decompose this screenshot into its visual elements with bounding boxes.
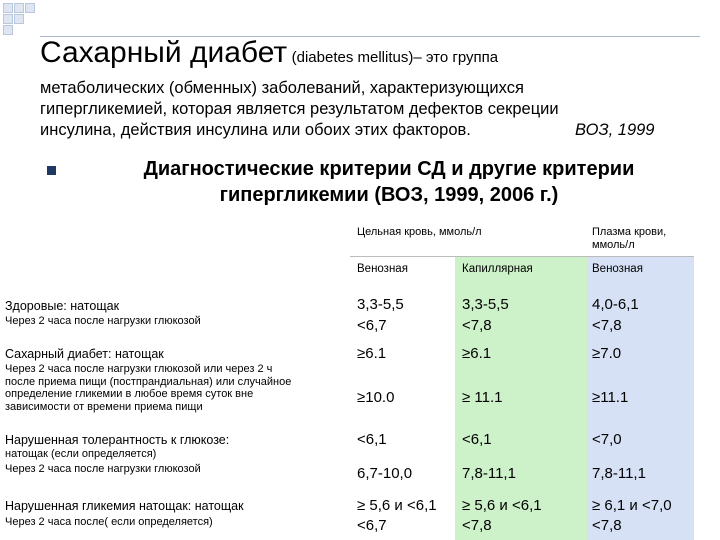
row-note: Через 2 часа после нагрузки глюкозой или через 2 ч (5, 363, 273, 375)
table-cell: <6,1 (462, 431, 492, 448)
table-cell: ≥ 6,1 и <7,0 (592, 497, 672, 514)
row-title: Сахарный диабет (5, 347, 108, 361)
table-cell: <6,7 (357, 517, 387, 534)
table-cell: ≥7.0 (592, 345, 622, 362)
bullet-square-icon (47, 166, 56, 175)
row-title: Нарушенная гликемия натощак (5, 499, 188, 513)
venous-plasma-subheader: Венозная (592, 263, 643, 275)
row-note: натощак (если определяется) (5, 448, 157, 460)
whole-blood-header: Цельная кровь, ммоль/л (357, 226, 482, 238)
row-title: Здоровые (5, 299, 64, 313)
capillary-subheader: Капиллярная (462, 263, 533, 275)
plasma-header (592, 226, 666, 252)
row-note: Через 2 часа после( если определяется) (5, 516, 213, 528)
row-note: после приема пищи (постпрандиальная) или случайное (5, 375, 292, 388)
table-cell: ≥6.1 (357, 345, 387, 362)
heading-line: Диагностические критерии СД и другие критерии (143, 158, 635, 180)
table-cell: ≥11.1 (592, 389, 629, 406)
title-rest: (diabetes mellitus)– это группа (291, 49, 499, 66)
plasma-header-line: ммоль/л (592, 239, 635, 251)
intro-paragraph (40, 78, 680, 141)
row-label-igt (5, 433, 335, 475)
table-cell: <6,7 (357, 317, 387, 334)
table-cell: <7,8 (462, 517, 492, 534)
table-cell: <7,0 (592, 431, 622, 448)
row-title-suffix: : натощак (108, 347, 164, 361)
table-cell: <7,8 (462, 317, 492, 334)
table-cell: <6,1 (357, 431, 387, 448)
row-note: Через 2 часа после нагрузки глюкозой (5, 462, 201, 475)
table-cell: ≥ 5,6 и <6,1 (462, 497, 542, 514)
row-note: зависимости от времени приема пищи (5, 400, 203, 413)
header-separator (350, 256, 694, 257)
row-title-suffix: : натощак (63, 299, 120, 313)
title-main: Сахарный диабет (40, 36, 288, 69)
intro-line: инсулина, действия инсулина или обоих этих факторов. (40, 121, 471, 139)
row-title-suffix: : натощак (187, 499, 244, 513)
table-cell: ≥6.1 (462, 345, 492, 362)
table-cell: ≥10.0 (357, 389, 395, 406)
table-cell: 6,7-10,0 (357, 465, 413, 482)
row-note: Через 2 часа после нагрузки глюкозой (5, 315, 201, 327)
slide-title (40, 36, 498, 70)
table-cell: ≥ 11.1 (462, 389, 503, 406)
heading-line: гипергликемии (ВОЗ, 1999, 2006 г.) (219, 184, 559, 206)
table-cell: 4,0-6,1 (592, 296, 639, 313)
corner-decoration (0, 0, 40, 36)
table-cell: <7,8 (592, 317, 622, 334)
row-label-ifg (5, 499, 335, 529)
row-title: Нарушенная толерантность к глюкозе (5, 433, 226, 447)
section-heading (84, 156, 694, 208)
row-title-suffix: : (225, 433, 230, 447)
row-label-healthy (5, 299, 335, 328)
row-label-diabetes (5, 347, 335, 413)
row-note: определение гликемии в любое время суток вне (5, 388, 254, 400)
table-cell: 7,8-11,1 (592, 465, 646, 482)
table-cell: ≥ 5,6 и <6,1 (357, 497, 437, 514)
table-cell: 3,3-5,5 (462, 296, 509, 313)
attribution: ВОЗ, 1999 (575, 121, 655, 139)
intro-line: метаболических (обменных) заболеваний, характеризующихся (40, 79, 524, 97)
table-cell: <7,8 (592, 517, 622, 534)
table-cell: 7,8-11,1 (462, 465, 516, 482)
table-cell: 3,3-5,5 (357, 296, 404, 313)
plasma-header-line: Плазма крови, (592, 226, 667, 238)
venous-subheader: Венозная (357, 263, 408, 275)
intro-line: гипергликемией, которая является результатом дефектов секреции (40, 100, 559, 118)
